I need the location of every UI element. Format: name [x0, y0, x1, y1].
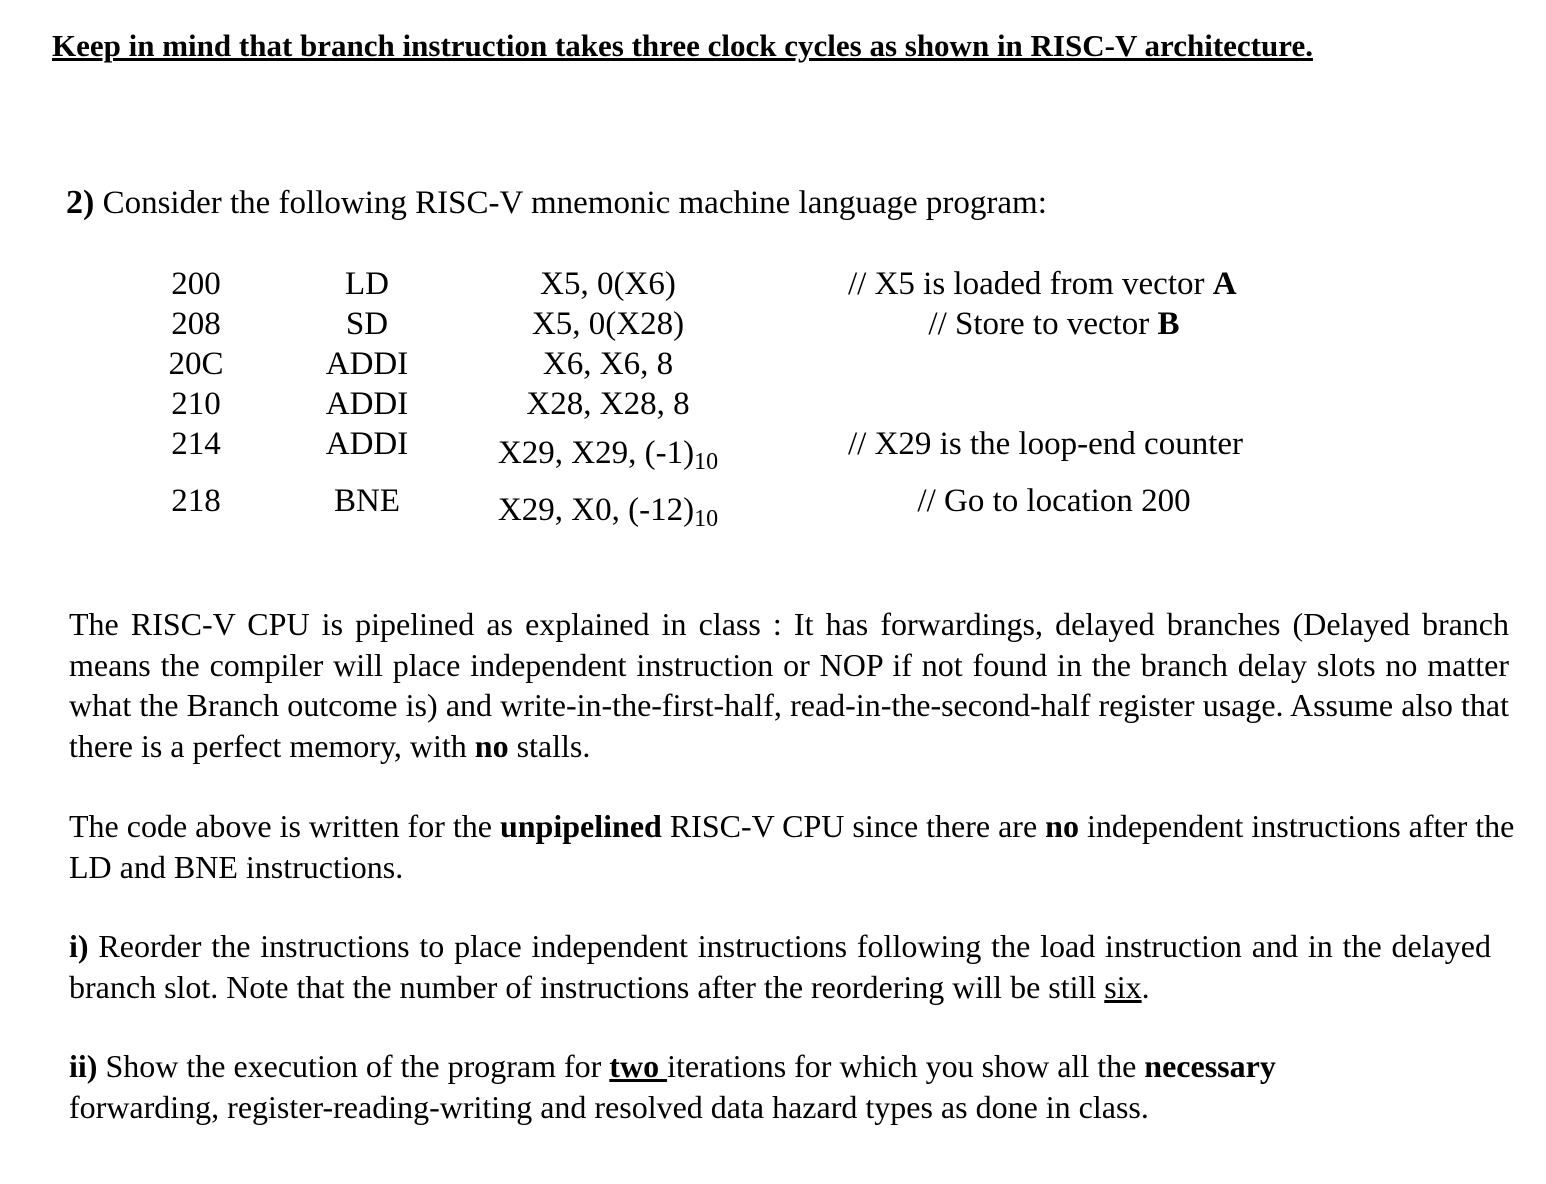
code-comment — [928, 306, 1179, 343]
code-comment-text: // Store to vector — [928, 306, 1158, 342]
code-operands-text: X29, X29, (-1) — [497, 435, 695, 471]
pipeline-description-text: The RISC-V CPU is pipelined as explained in class : It has forwardings, delayed branches (Delayed branch means the compiler will place independent instruction or NOP if not found in the branch delay slots no matter what the Branch outcome is) and write-in-the-first-half, read-in-the-second-half register usage. Assume also that there is a perfect memory, with — [69, 606, 1509, 764]
part-i-underlined: six — [1104, 968, 1142, 1005]
code-comment — [848, 266, 1237, 303]
code-operands: X28, X28, 8 — [526, 386, 690, 422]
part-ii-text: iterations for which you show all the — [667, 1048, 1145, 1084]
code-opcode: ADDI — [325, 386, 409, 422]
question-number: 2) — [66, 184, 95, 221]
question-statement — [66, 184, 1047, 222]
code-line-210 — [0, 386, 1546, 426]
code-operands: X5, 0(X6) — [540, 266, 676, 302]
code-address: 214 — [171, 426, 221, 462]
code-address: 208 — [171, 306, 221, 342]
unpipelined-note — [69, 806, 1519, 887]
code-operands — [497, 492, 719, 532]
code-line-208 — [0, 306, 1546, 346]
number-base-subscript: 10 — [694, 449, 719, 475]
code-opcode: ADDI — [325, 346, 409, 382]
code-line-200 — [0, 266, 1546, 306]
header-note: Keep in mind that branch instruction takes three clock cycles as shown in RISC-V architecture. — [52, 28, 1313, 63]
part-ii-text: forwarding, register-reading-writing and resolved data hazard types as done in class. — [69, 1088, 1149, 1125]
code-line-218 — [0, 483, 1546, 532]
code-address: 200 — [171, 266, 221, 302]
part-i — [69, 926, 1491, 1007]
code-operands — [497, 435, 719, 475]
code-opcode: SD — [345, 306, 389, 342]
code-address: 20C — [168, 346, 224, 382]
code-comment: // X29 is the loop-end counter — [848, 426, 1244, 462]
code-opcode: ADDI — [325, 426, 409, 462]
code-comment-bold: B — [1157, 306, 1180, 342]
part-i-text: Reorder the instructions to place independent instructions following the load instruction and in the delayed branch slot. Note that the number of instructions after the reordering will be still — [69, 928, 1491, 1005]
part-ii-text: Show the execution of the program for — [97, 1048, 610, 1084]
unpipelined-note-text: independent instructions after the LD and BNE instructions. — [69, 808, 1515, 885]
code-opcode: BNE — [334, 483, 400, 519]
part-ii-bold: necessary — [1144, 1048, 1276, 1084]
code-comment-text: // X5 is loaded from vector — [848, 266, 1213, 302]
question-text: Consider the following RISC-V mnemonic machine language program: — [102, 185, 1047, 221]
pipeline-description — [69, 604, 1509, 766]
code-line-20c — [0, 346, 1546, 386]
code-line-214 — [0, 426, 1546, 475]
code-comment-bold: A — [1212, 266, 1237, 302]
code-operands: X6, X6, 8 — [542, 346, 674, 382]
part-ii — [69, 1046, 1429, 1127]
code-operands: X5, 0(X28) — [531, 306, 685, 342]
part-ii-label: ii) — [69, 1048, 98, 1084]
pipeline-description-bold: no — [474, 727, 509, 764]
code-address: 210 — [171, 386, 221, 422]
unpipelined-bold: unpipelined — [499, 808, 662, 844]
number-base-subscript: 10 — [694, 506, 719, 532]
part-i-tail: . — [1141, 968, 1150, 1005]
code-operands-text: X29, X0, (-12) — [497, 492, 695, 528]
code-opcode: LD — [345, 266, 389, 302]
part-i-label: i) — [69, 928, 89, 964]
no-bold: no — [1045, 808, 1079, 844]
unpipelined-note-text: The code above is written for the — [69, 808, 500, 844]
code-address: 218 — [171, 483, 221, 519]
code-comment: // Go to location 200 — [917, 483, 1191, 519]
part-ii-underlined: two — [609, 1048, 668, 1084]
pipeline-description-tail: stalls. — [508, 727, 591, 764]
unpipelined-note-text: RISC-V CPU since there are — [661, 808, 1046, 844]
